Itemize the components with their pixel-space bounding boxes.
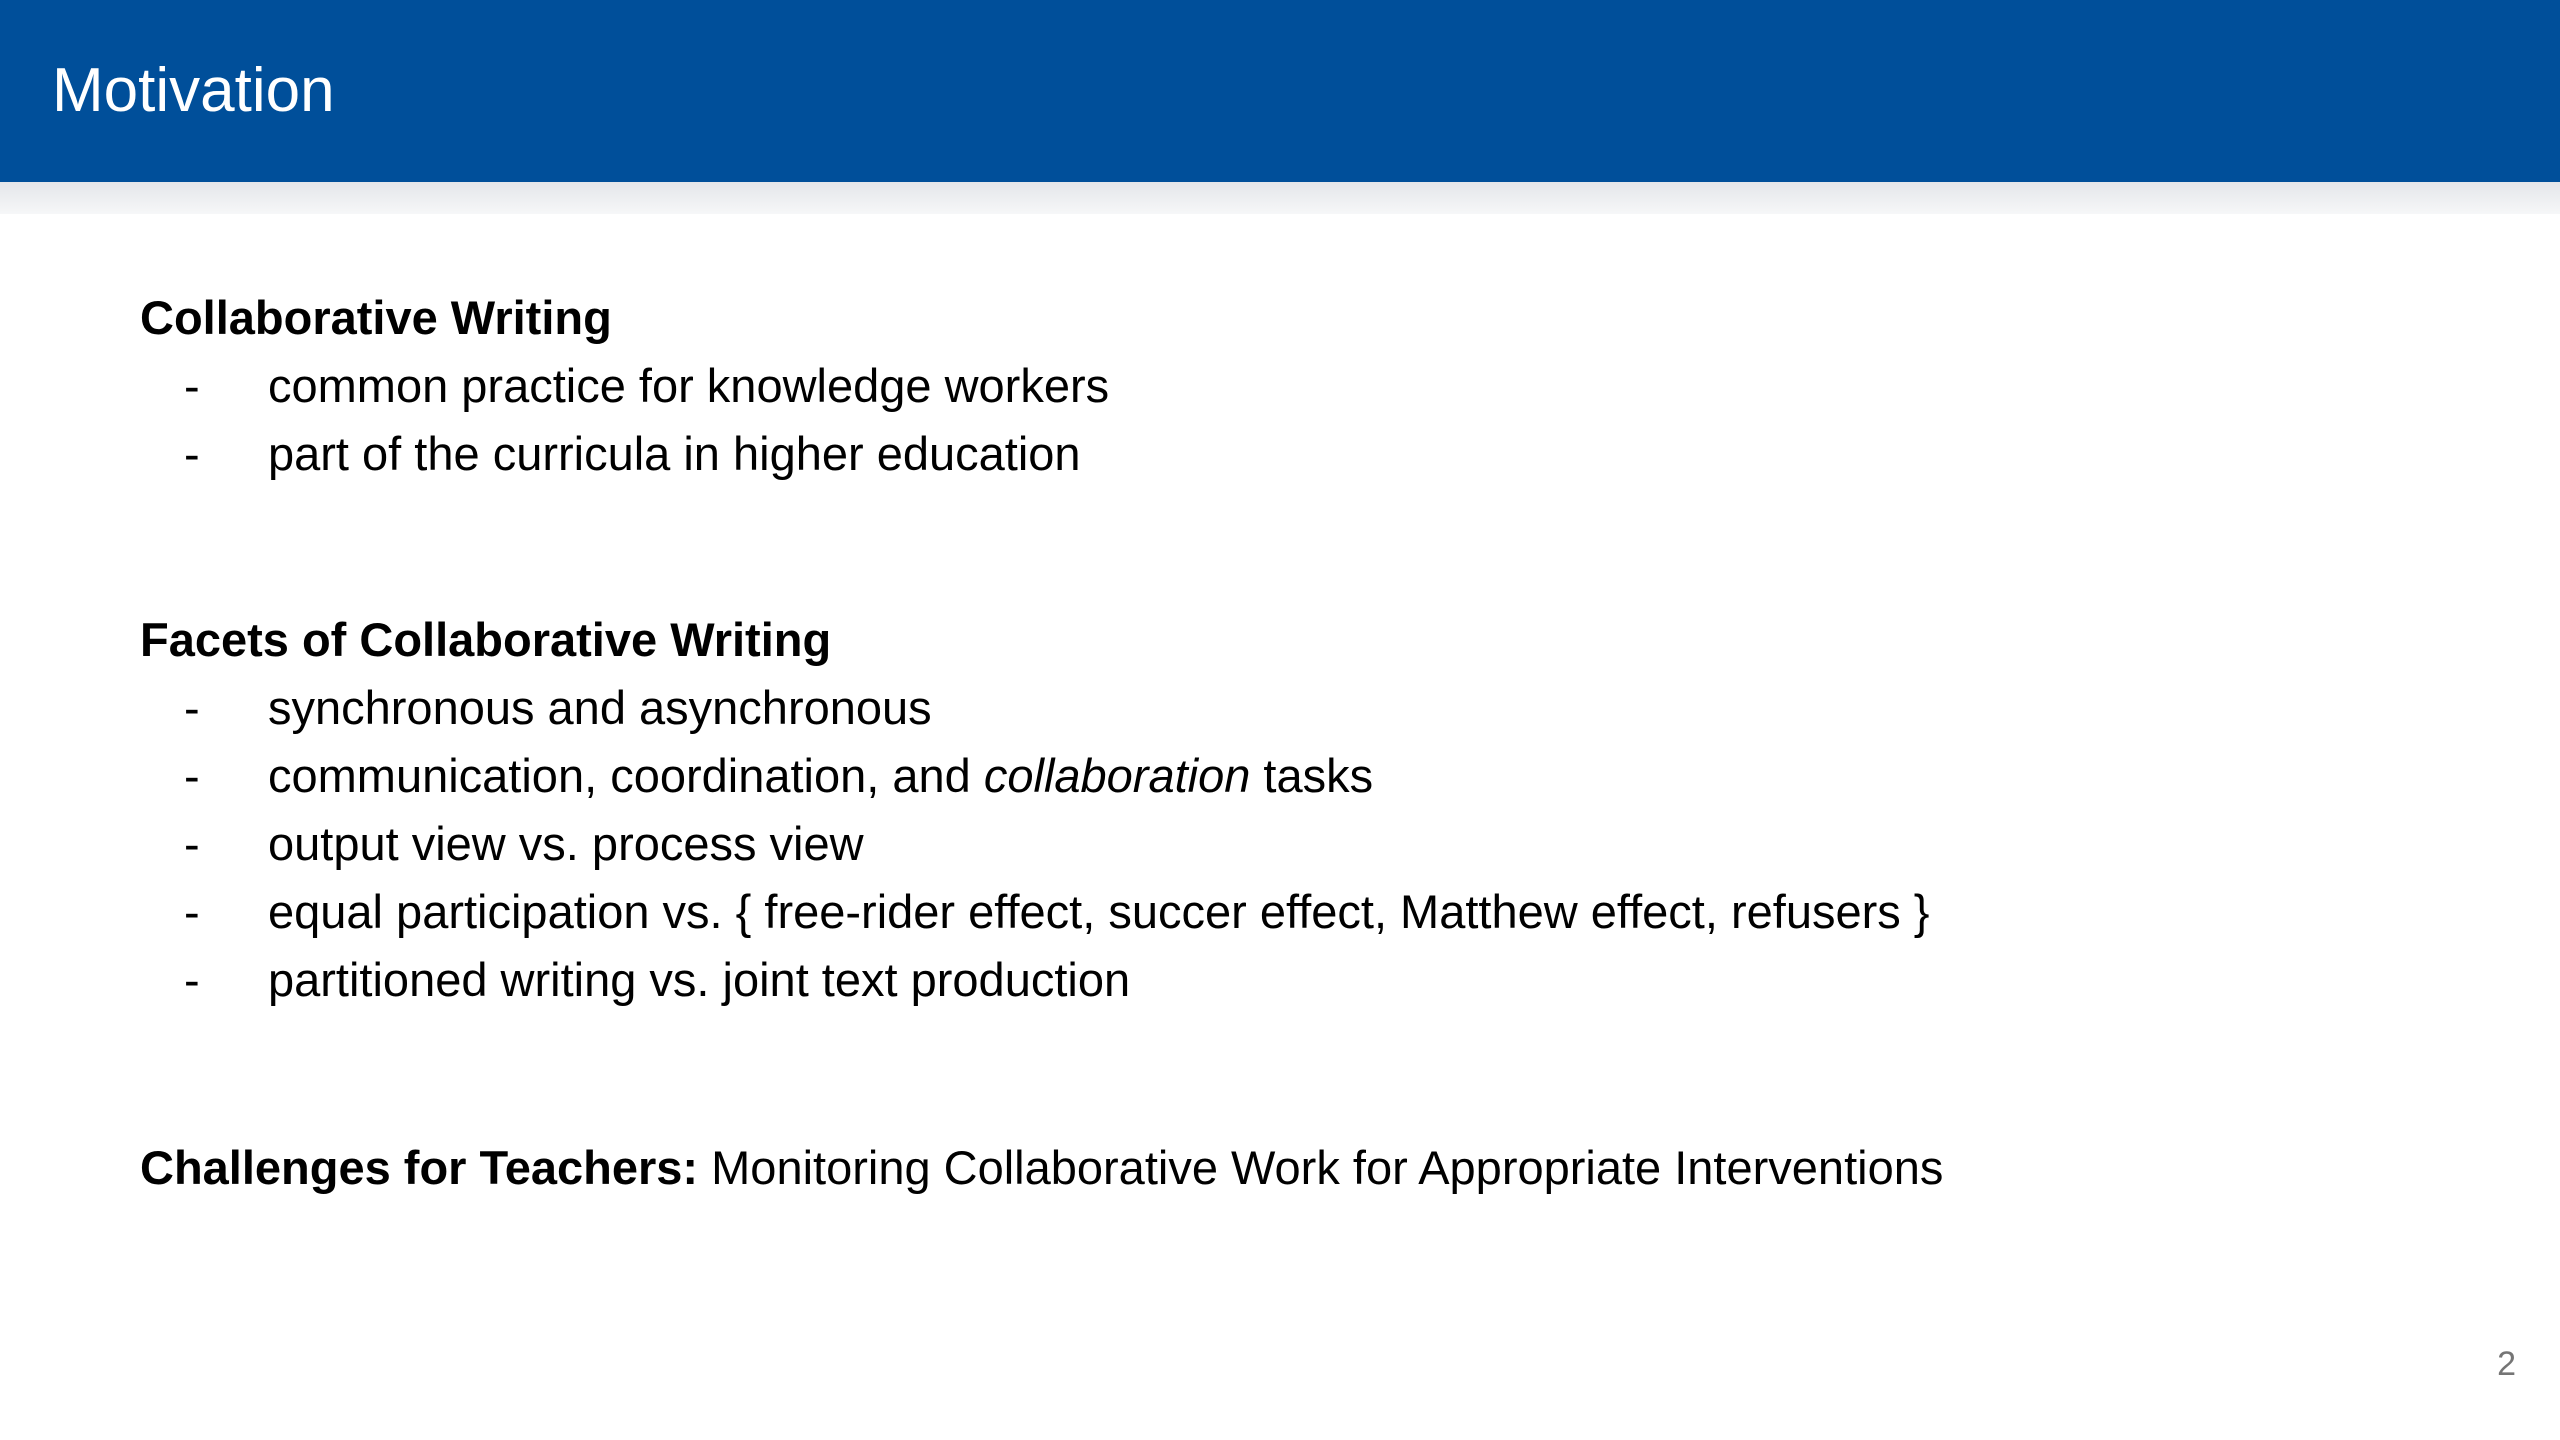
collaborative-writing-list	[140, 352, 2440, 488]
bullet-dash: -	[184, 427, 200, 480]
list-item-emphasis: collaboration	[983, 749, 1251, 802]
list-item-text: output view vs. process view	[268, 817, 864, 870]
facets-list	[140, 674, 2440, 1014]
section-heading-collaborative-writing: Collaborative Writing	[140, 291, 612, 344]
slide-header	[0, 0, 2560, 182]
page-number: 2	[2497, 1345, 2516, 1383]
section-heading-facets: Facets of Collaborative Writing	[140, 613, 832, 666]
slide-content	[140, 284, 2440, 1202]
list-item-text: equal participation vs. { free-rider effect, succer effect, Matthew effect, refusers }	[268, 885, 1930, 938]
header-shadow-band	[0, 182, 2560, 214]
list-item-text-before: communication, coordination, and	[268, 749, 984, 802]
list-item	[140, 674, 2440, 742]
challenges-label: Challenges for Teachers:	[140, 1141, 699, 1194]
bullet-dash: -	[184, 749, 200, 802]
list-item	[140, 878, 2440, 946]
bullet-dash: -	[184, 681, 200, 734]
list-item-text: common practice for knowledge workers	[268, 359, 1110, 412]
list-item-text-after: tasks	[1250, 749, 1374, 802]
list-item-text: synchronous and asynchronous	[268, 681, 932, 734]
list-item-text: partitioned writing vs. joint text production	[268, 953, 1131, 1006]
challenges-text: Monitoring Collaborative Work for Appropriate Interventions	[698, 1141, 1944, 1194]
list-item	[140, 742, 2440, 810]
bullet-dash: -	[184, 885, 200, 938]
bullet-dash: -	[184, 359, 200, 412]
challenges-line	[140, 1134, 2440, 1202]
slide-title: Motivation	[52, 56, 335, 125]
list-item-text: part of the curricula in higher education	[268, 427, 1081, 480]
list-item	[140, 352, 2440, 420]
spacer	[140, 1014, 2440, 1134]
list-item	[140, 810, 2440, 878]
list-item	[140, 420, 2440, 488]
list-item	[140, 946, 2440, 1014]
bullet-dash: -	[184, 817, 200, 870]
bullet-dash: -	[184, 953, 200, 1006]
spacer	[140, 488, 2440, 606]
